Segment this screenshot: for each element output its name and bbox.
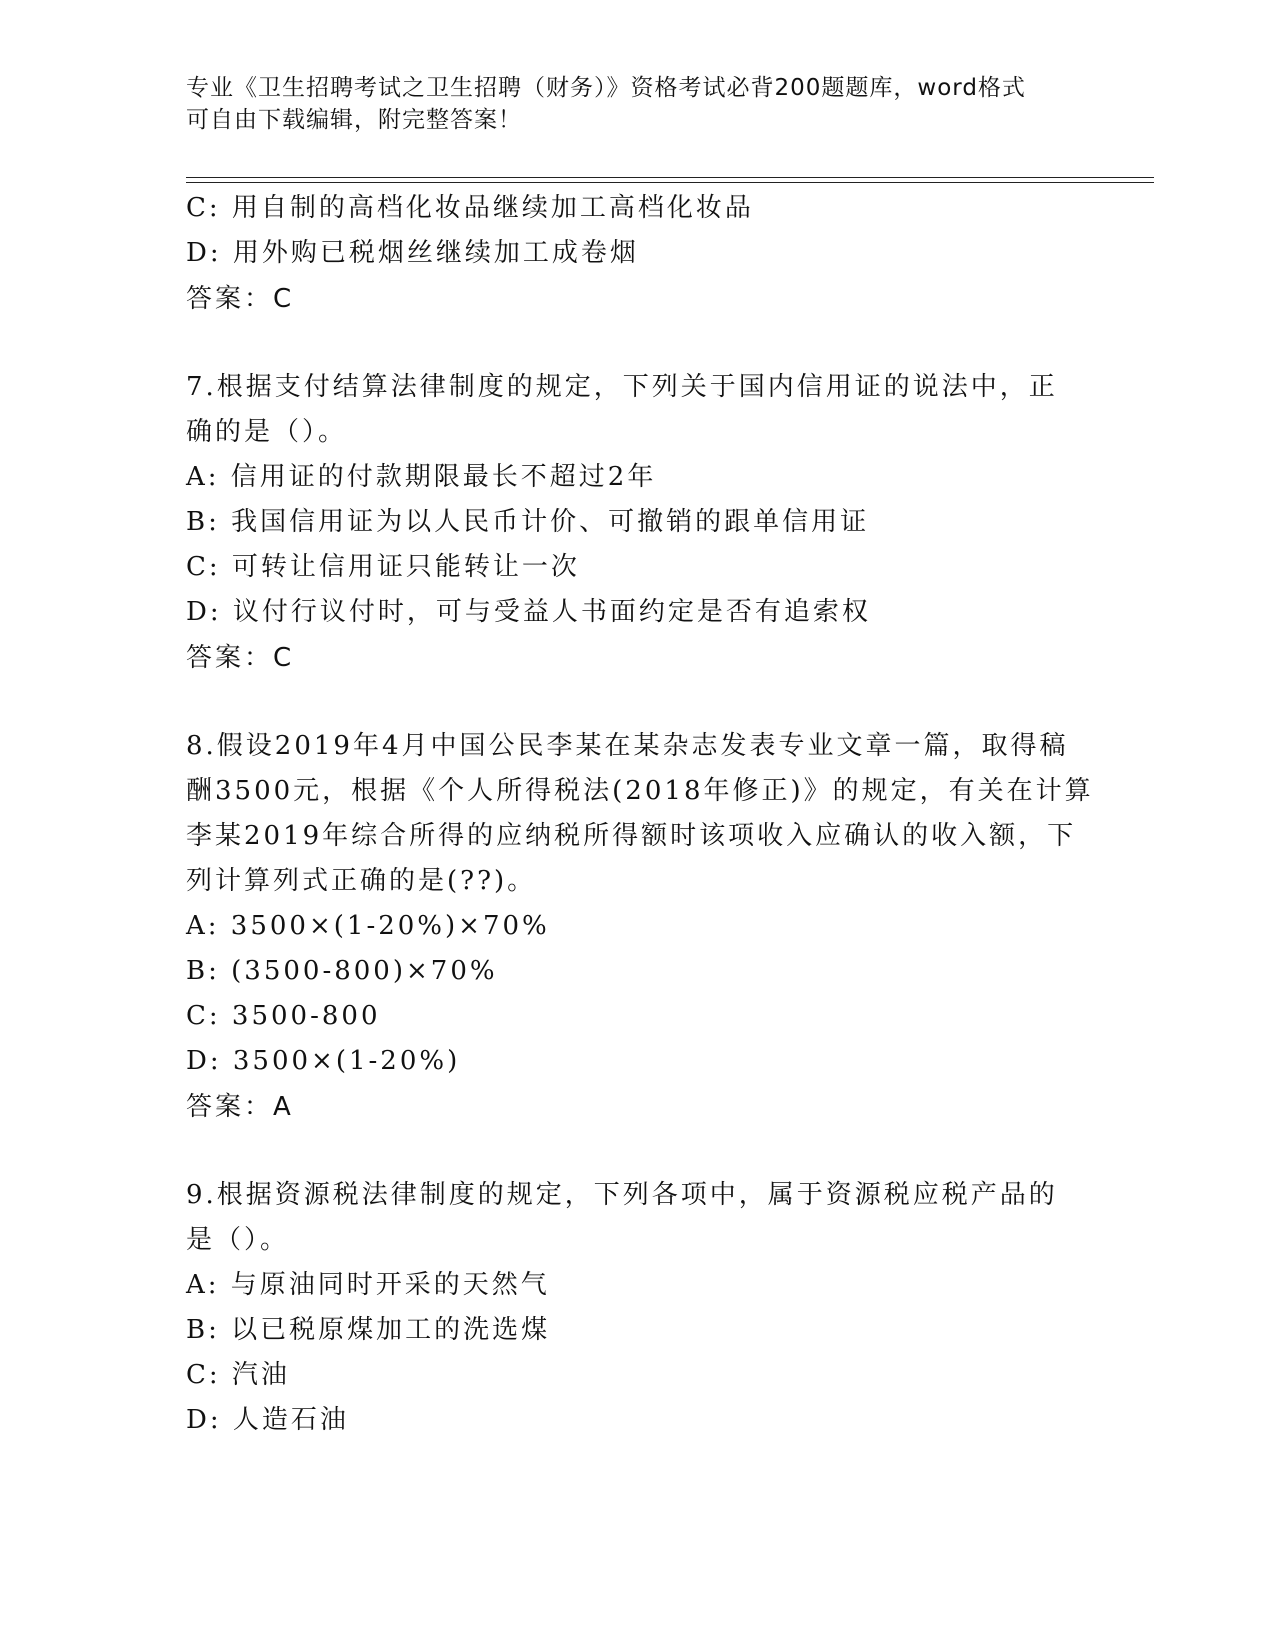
q9-option-c: C: 汽油 (186, 1360, 290, 1390)
q9-stem-line-2: 是（）。 (186, 1225, 290, 1255)
q6-option-c: C: 用自制的高档化妆品继续加工高档化妆品 (186, 193, 754, 223)
spacer (186, 1130, 1086, 1173)
q7-stem-line-1: 7.根据支付结算法律制度的规定，下列关于国内信用证的说法中，正 (186, 372, 1058, 402)
q7-option-b: B: 我国信用证为以人民币计价、可撤销的跟单信用证 (186, 507, 870, 537)
q9-option-a: A: 与原油同时开采的天然气 (186, 1270, 550, 1300)
header-title-line-1: 专业《卫生招聘考试之卫生招聘（财务）》资格考试必背200题题库，word格式 (186, 75, 1026, 101)
q7-answer: 答案：C (186, 643, 295, 673)
spacer (186, 322, 1086, 365)
q8-answer: 答案：A (186, 1092, 294, 1122)
q8-option-a: A: 3500×(1-20%)×70% (186, 911, 550, 941)
header-divider-bottom (186, 182, 1154, 183)
question-content (186, 186, 1094, 1443)
q7-option-a: A: 信用证的付款期限最长不超过2年 (186, 462, 657, 492)
question-7 (186, 365, 1086, 681)
question-6-tail (186, 186, 1086, 322)
question-8 (186, 724, 1094, 1130)
question-9 (186, 1173, 1086, 1443)
header-title-line-2: 可自由下载编辑，附完整答案！ (186, 107, 522, 133)
q6-answer: 答案：C (186, 284, 295, 314)
header-divider-top (186, 177, 1154, 178)
q8-stem-line-2: 酬3500元，根据《个人所得税法(2018年修正)》的规定，有关在计算 (186, 776, 1094, 806)
q8-stem-line-4: 列计算列式正确的是(??)。 (186, 866, 537, 896)
spacer (186, 681, 1086, 724)
q8-stem-line-3: 李某2019年综合所得的应纳税所得额时该项收入应确认的收入额，下 (186, 821, 1077, 851)
q6-option-d: D: 用外购已税烟丝继续加工成卷烟 (186, 238, 639, 268)
q7-option-d: D: 议付行议付时，可与受益人书面约定是否有追索权 (186, 597, 871, 627)
q9-option-b: B: 以已税原煤加工的洗选煤 (186, 1315, 551, 1345)
q8-option-d: D: 3500×(1-20%) (186, 1046, 461, 1076)
q7-stem-line-2: 确的是（）。 (186, 417, 348, 447)
q8-option-b: B: (3500-800)×70% (186, 956, 498, 986)
q8-option-c: C: 3500-800 (186, 1001, 381, 1031)
q9-option-d: D: 人造石油 (186, 1405, 349, 1435)
q9-stem-line-1: 9.根据资源税法律制度的规定，下列各项中，属于资源税应税产品的 (186, 1180, 1058, 1210)
q8-stem-line-1: 8.假设2019年4月中国公民李某在某杂志发表专业文章一篇，取得稿 (186, 731, 1069, 761)
document-header (186, 72, 1086, 136)
q7-option-c: C: 可转让信用证只能转让一次 (186, 552, 580, 582)
